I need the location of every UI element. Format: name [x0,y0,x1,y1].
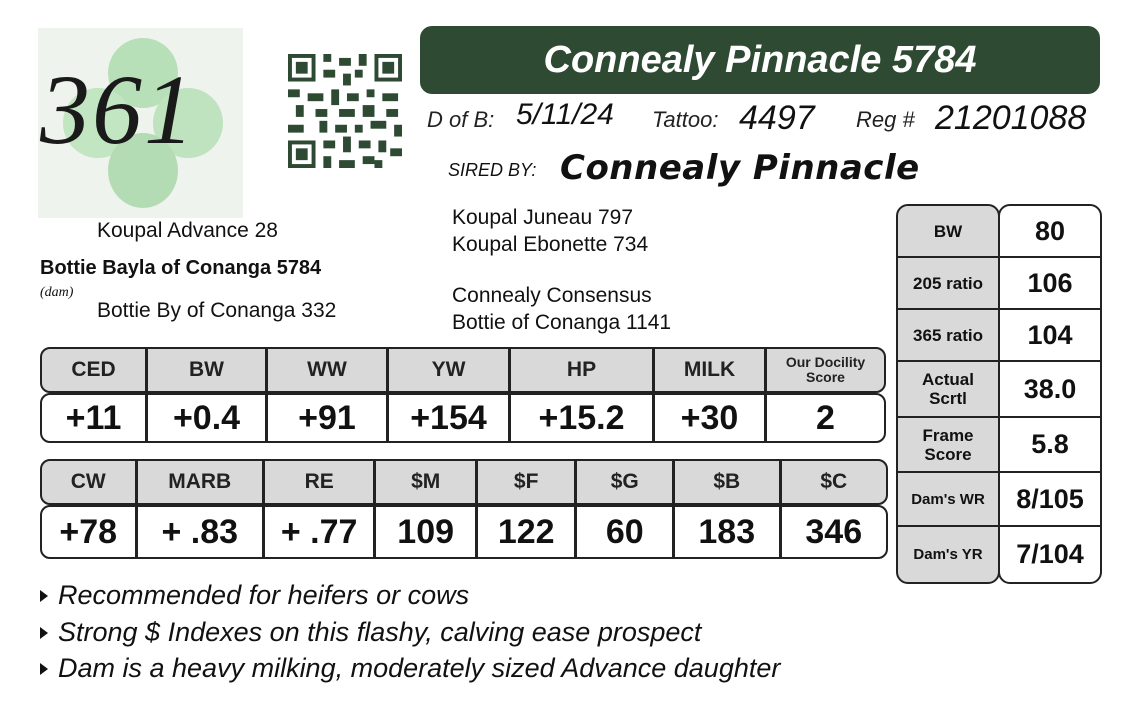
perf-label-scrotal: Actual Scrtl [898,362,998,418]
epd-table-1-header [40,347,886,393]
epd-value-hp: +15.2 [511,395,655,441]
perf-value-scrotal: 38.0 [1000,362,1100,418]
epd-value-yw: +154 [389,395,511,441]
reg-label: Reg # [856,107,915,132]
epd-table-2-values [40,505,888,559]
dob-label: D of B: [427,107,495,132]
tattoo-label: Tattoo: [652,107,719,132]
epd-header-ww: WW [268,349,389,391]
perf-label-365-ratio: 365 ratio [898,310,998,362]
epd-header-ced: CED [42,349,148,391]
epd-value-g: 60 [577,507,675,557]
perf-label-bw: BW [898,206,998,258]
epd-header-c: $C [820,470,848,493]
epd-table-1 [40,347,886,445]
epd-value-b: 183 [675,507,782,557]
epd-header-b: $B [675,461,782,503]
epd-value-milk: +30 [655,395,767,441]
epd-value-marb: + .83 [138,507,265,557]
perf-value-365-ratio: 104 [1000,310,1100,362]
epd-value-f: 122 [478,507,578,557]
note-2-text: Strong $ Indexes on this flashy, calving ease prospect [58,617,702,647]
epd-header-hp: HP [511,349,655,391]
perf-label-dams-wr: Dam's WR [898,473,998,527]
perf-value-frame-score: 5.8 [1000,418,1100,473]
perf-label-frame-score: Frame Score [898,418,998,473]
epd-value-m: 109 [376,507,478,557]
epd-header-re: RE [265,461,376,503]
perf-value-205-ratio: 106 [1000,258,1100,310]
epd-value-cw: +78 [42,507,138,557]
epd-value-ced: +11 [42,395,148,441]
qr-code-icon [288,54,402,168]
lot-number: 361 [40,54,196,165]
epd-value-c: 346 [805,512,863,551]
sire-sire: Koupal Juneau 797 [452,206,633,229]
animal-name-title: Connealy Pinnacle 5784 [420,26,1100,94]
epd-table-1-values [40,393,886,443]
bullet-triangle-icon [40,663,48,675]
tattoo-value: 4497 [739,99,815,137]
dam-name: Bottie Bayla of Conanga 5784 [40,257,322,279]
epd-table-2 [40,459,888,559]
note-1 [40,580,469,611]
epd-header-m: $M [376,461,478,503]
epd-table-2-header [40,459,888,505]
performance-labels [896,204,1000,584]
epd-value-bw: +0.4 [148,395,268,441]
dam-dam-dam: Bottie of Conanga 1141 [452,311,672,334]
epd-header-milk: MILK [655,349,767,391]
perf-value-dams-yr: 7/104 [1016,539,1084,569]
epd-header-g: $G [577,461,675,503]
dam-dam-sire: Connealy Consensus [452,284,652,307]
dob-value: 5/11/24 [516,98,614,131]
note-3-text: Dam is a heavy milking, moderately sized Advance daughter [58,653,781,683]
epd-value-docility: 2 [816,398,835,437]
epd-value-ww: +91 [268,395,389,441]
perf-value-dams-wr: 8/105 [1000,473,1100,527]
dam-sire: Koupal Advance 28 [97,219,278,242]
note-1-text: Recommended for heifers or cows [58,580,470,610]
note-3 [40,653,780,684]
epd-header-bw: BW [148,349,268,391]
epd-header-cw: CW [42,461,138,503]
perf-label-dams-yr: Dam's YR [913,546,983,563]
bullet-triangle-icon [40,590,48,602]
sired-by-label: SIRED BY: [448,160,537,180]
bullet-triangle-icon [40,627,48,639]
sire-dam: Koupal Ebonette 734 [452,233,649,256]
epd-header-docility: Our Docility Score [785,354,866,385]
epd-header-yw: YW [389,349,511,391]
perf-value-bw: 80 [1000,206,1100,258]
perf-label-205-ratio: 205 ratio [898,258,998,310]
reg-value: 21201088 [935,99,1087,137]
epd-header-marb: MARB [138,461,265,503]
performance-values [998,204,1102,584]
epd-header-f: $F [478,461,578,503]
sire-name: Connealy Pinnacle [560,148,920,188]
epd-value-re: + .77 [265,507,376,557]
note-2 [40,617,701,648]
dam-dam: Bottie By of Conanga 332 [97,299,337,322]
dam-label: (dam) [40,285,74,300]
